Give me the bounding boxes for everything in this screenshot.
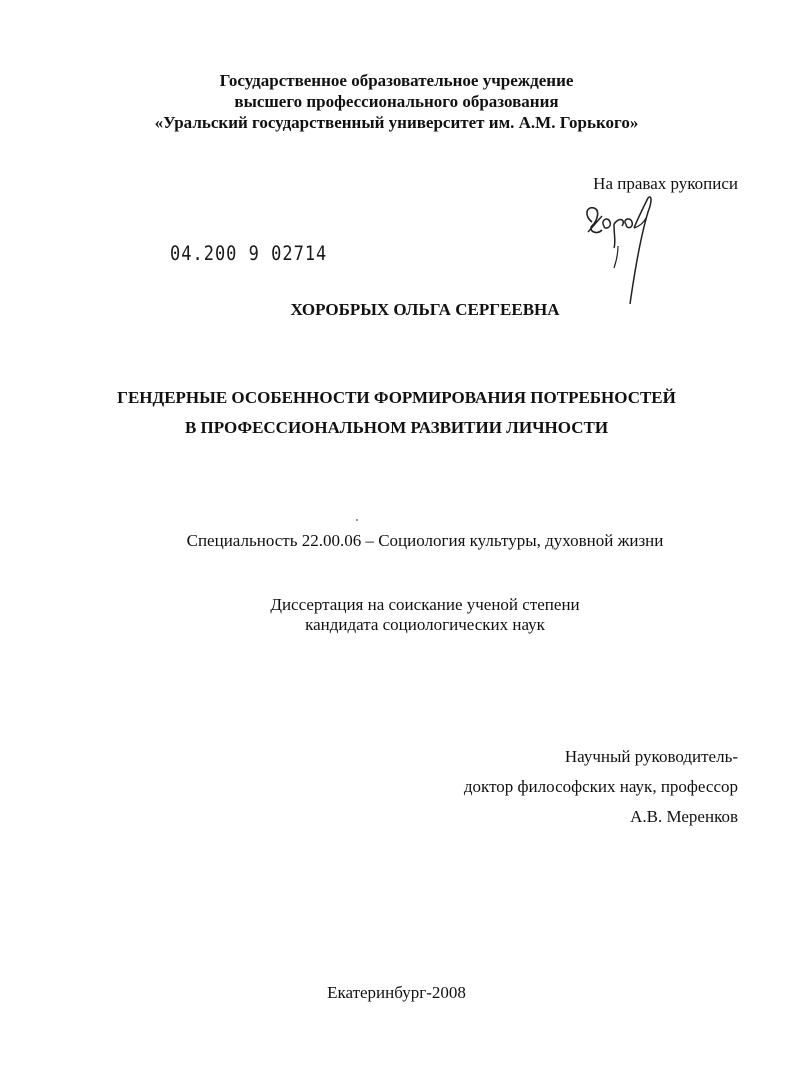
- advisor-role: Научный руководитель-: [564, 747, 738, 766]
- institution-line-3: «Уральский государственный университет им. А.М. Горького»: [154, 113, 639, 132]
- scan-speck: [356, 519, 358, 521]
- manuscript-note: На правах рукописи: [593, 174, 738, 193]
- degree-line-2: кандидата социологических наук: [305, 615, 545, 634]
- archive-stamp: 04.200 9 02714: [170, 242, 328, 266]
- advisor-block: [380, 742, 738, 832]
- degree-line-1: Диссертация на соискание ученой степени: [270, 595, 580, 614]
- city-year: Екатеринбург-2008: [327, 983, 466, 1002]
- advisor-credentials: доктор философских наук, профессор: [463, 777, 738, 796]
- institution-line-2: высшего профессионального образования: [234, 92, 559, 111]
- author-name: ХОРОБРЫХ ОЛЬГА СЕРГЕЕВНА: [290, 300, 560, 319]
- institution-line-1: Государственное образовательное учреждение: [219, 71, 574, 90]
- advisor-name: А.В. Меренков: [630, 807, 738, 826]
- specialty-line: Специальность 22.00.06 – Социология культуры, духовной жизни: [186, 531, 664, 550]
- thesis-title: [0, 383, 793, 443]
- degree-block: [0, 595, 793, 635]
- institution-block: [0, 70, 793, 133]
- thesis-title-line-1: ГЕНДЕРНЫЕ ОСОБЕННОСТИ ФОРМИРОВАНИЯ ПОТРЕБНОСТЕЙ: [117, 388, 676, 407]
- thesis-title-line-2: В ПРОФЕССИОНАЛЬНОМ РАЗВИТИИ ЛИЧНОСТИ: [184, 418, 609, 437]
- handwritten-signature: [578, 192, 668, 310]
